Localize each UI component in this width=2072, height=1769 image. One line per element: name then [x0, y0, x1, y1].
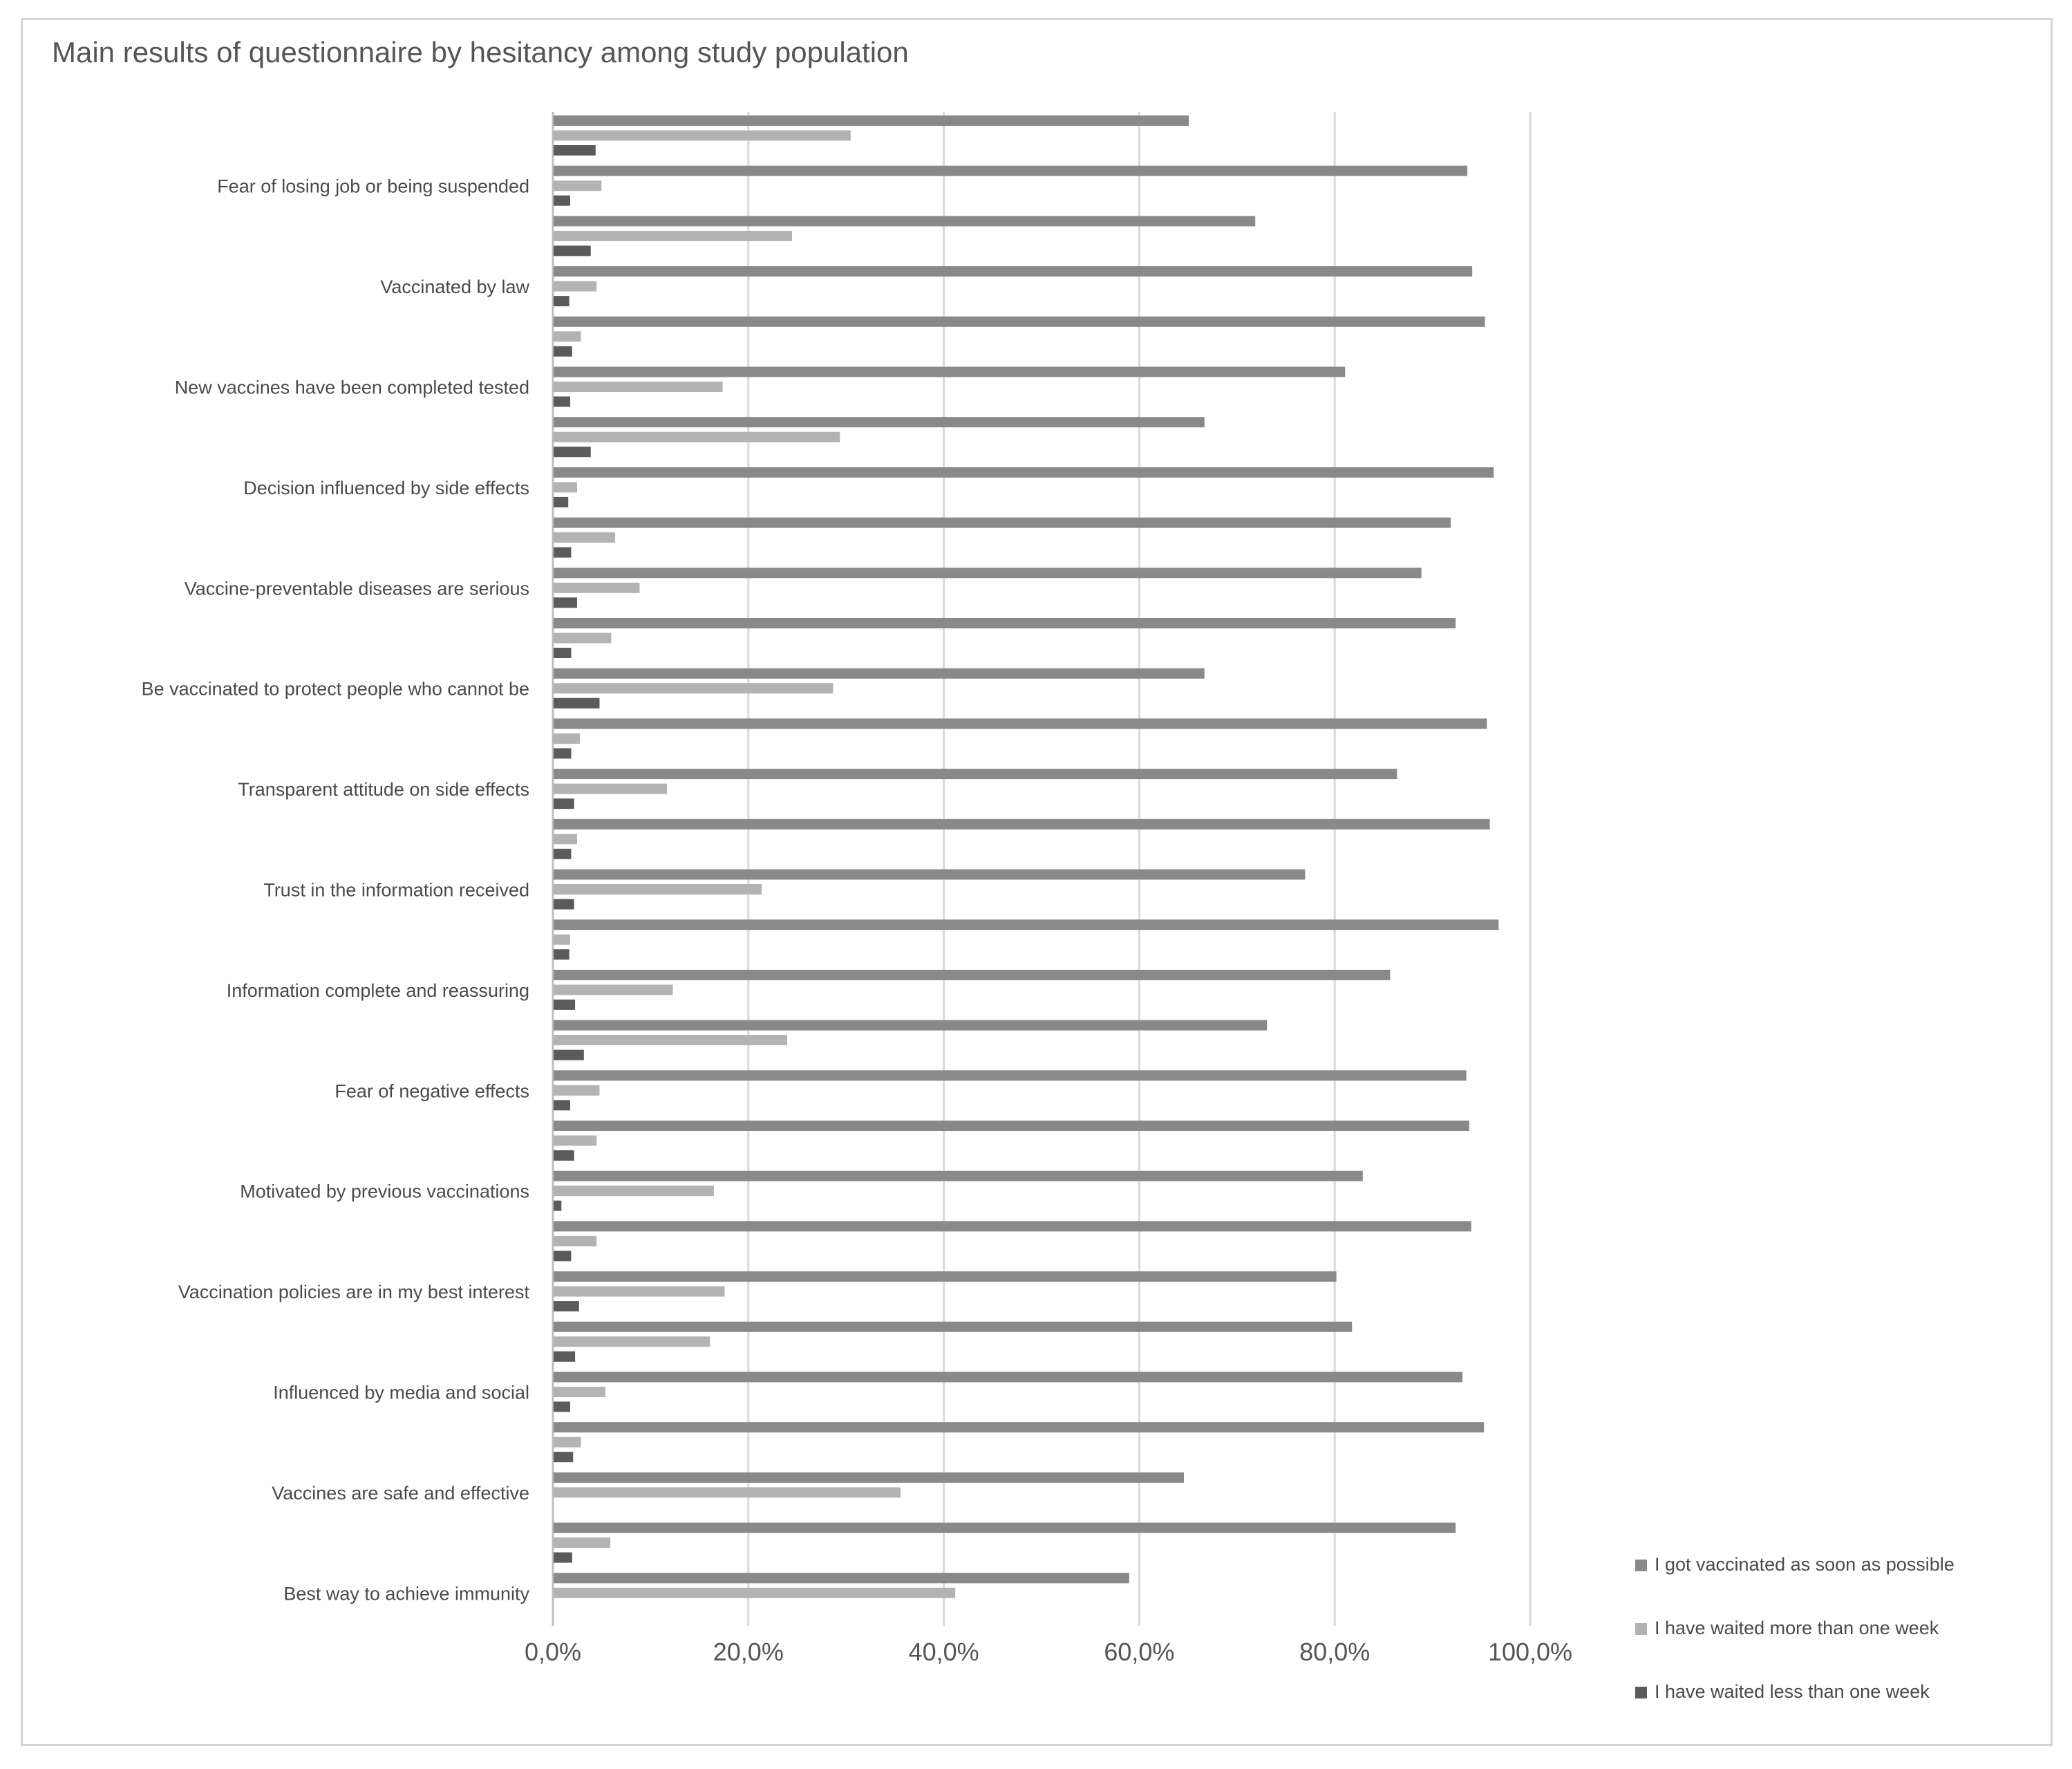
x-tick-label: 0,0% — [524, 1638, 582, 1666]
bar — [554, 1020, 1267, 1031]
bar — [554, 145, 596, 156]
bar — [554, 518, 1451, 528]
bar — [554, 748, 571, 758]
category-label: Vaccinated by law — [380, 277, 529, 298]
bar — [554, 331, 581, 341]
category-label: Vaccines are safe and effective — [272, 1482, 529, 1504]
x-tick-label: 20,0% — [713, 1638, 784, 1666]
x-tick-label: 60,0% — [1104, 1638, 1175, 1666]
legend-swatch — [1635, 1623, 1647, 1635]
bar — [554, 718, 1487, 729]
x-tick-label: 40,0% — [908, 1638, 979, 1666]
bar — [554, 583, 639, 593]
bar — [554, 1422, 1484, 1432]
bar — [554, 1487, 901, 1497]
bar — [554, 1301, 579, 1311]
bar — [554, 1150, 574, 1161]
bar — [554, 196, 570, 206]
bar — [554, 870, 1305, 880]
bars — [554, 115, 1498, 1598]
chart-title: Main results of questionnaire by hesitancy among study population — [52, 36, 909, 68]
category-labels — [142, 176, 530, 1604]
bar — [554, 1286, 724, 1297]
bar — [554, 1537, 610, 1548]
bar — [554, 1085, 599, 1096]
bar — [554, 1070, 1467, 1080]
bar — [554, 166, 1467, 176]
bar — [554, 1251, 571, 1261]
bar — [554, 1573, 1129, 1583]
bar — [554, 1588, 955, 1598]
bar — [554, 281, 596, 292]
bar — [554, 733, 580, 744]
bar — [554, 296, 569, 306]
bar — [554, 935, 570, 945]
bar — [554, 1236, 596, 1246]
x-tick-label: 100,0% — [1487, 1638, 1573, 1666]
category-label: New vaccines have been completed tested — [174, 377, 529, 398]
bar — [554, 769, 1397, 779]
legend — [1635, 1554, 1955, 1702]
category-label: Vaccination policies are in my best interest — [178, 1282, 529, 1303]
bar — [554, 417, 1205, 427]
category-label: Fear of negative effects — [335, 1080, 529, 1102]
x-tick-label: 80,0% — [1299, 1638, 1371, 1666]
bar — [554, 1221, 1471, 1231]
bar — [554, 547, 571, 558]
category-label: Be vaccinated to protect people who cannot be — [141, 678, 529, 700]
bar — [554, 1100, 570, 1110]
bar — [554, 618, 1456, 628]
category-label: Motivated by previous vaccinations — [240, 1181, 529, 1202]
bar — [554, 467, 1494, 478]
bar — [554, 648, 571, 658]
category-label: Information complete and reassuring — [226, 980, 529, 1001]
bar — [554, 447, 591, 457]
bar — [554, 1336, 710, 1347]
bar — [554, 1000, 575, 1010]
bar — [554, 1472, 1184, 1483]
bar — [554, 1201, 561, 1211]
legend-label: I got vaccinated as soon as possible — [1655, 1554, 1955, 1575]
bar — [554, 1553, 572, 1563]
category-label: Transparent attitude on side effects — [238, 779, 529, 801]
category-label: Decision influenced by side effects — [243, 477, 529, 498]
bar — [554, 115, 1189, 126]
bar — [554, 382, 723, 392]
category-label: Vaccine-preventable diseases are serious — [184, 578, 529, 599]
bar — [554, 131, 851, 141]
bar — [554, 698, 599, 709]
bar — [554, 919, 1498, 930]
bar — [554, 683, 833, 693]
bar — [554, 884, 762, 895]
bar — [554, 1351, 575, 1362]
category-label: Fear of losing job or being suspended — [217, 176, 529, 197]
bar — [554, 899, 574, 910]
bar — [554, 1387, 605, 1397]
bar — [554, 532, 615, 543]
bar — [554, 819, 1490, 830]
legend-label: I have waited less than one week — [1655, 1681, 1930, 1702]
bar — [554, 834, 577, 844]
bar — [554, 180, 601, 191]
bar — [554, 1271, 1337, 1282]
bar — [554, 849, 571, 859]
bar — [554, 1437, 581, 1448]
bar — [554, 1136, 596, 1146]
gridlines — [748, 112, 1530, 1626]
bar — [554, 432, 840, 442]
bar — [554, 346, 572, 357]
bar — [554, 266, 1472, 277]
bar — [554, 482, 577, 492]
category-label: Trust in the information received — [263, 879, 529, 901]
bar — [554, 397, 570, 407]
category-label: Best way to achieve immunity — [283, 1583, 529, 1604]
bar — [554, 1523, 1456, 1533]
bar — [554, 231, 792, 241]
bar — [554, 1186, 714, 1196]
bar — [554, 1372, 1462, 1383]
bar — [554, 317, 1485, 327]
bar — [554, 949, 569, 960]
legend-swatch — [1635, 1687, 1647, 1698]
bar — [554, 1452, 573, 1462]
bar — [554, 1050, 584, 1060]
bar — [554, 668, 1205, 679]
bar — [554, 367, 1345, 377]
bar — [554, 216, 1255, 226]
bar — [554, 497, 568, 507]
bar — [554, 984, 673, 995]
bar — [554, 1402, 570, 1412]
bar — [554, 245, 591, 256]
bar — [554, 1171, 1363, 1181]
x-tick-labels — [525, 1638, 1572, 1666]
category-label: Influenced by media and social — [273, 1382, 529, 1403]
bar — [554, 633, 611, 644]
bar — [554, 970, 1390, 980]
bar — [554, 1322, 1352, 1332]
bar — [554, 568, 1422, 578]
bar — [554, 1035, 787, 1045]
legend-swatch — [1635, 1560, 1647, 1571]
bar — [554, 1121, 1469, 1131]
bar — [554, 798, 574, 809]
bar — [554, 597, 577, 608]
bar — [554, 784, 667, 794]
legend-label: I have waited more than one week — [1655, 1618, 1939, 1638]
